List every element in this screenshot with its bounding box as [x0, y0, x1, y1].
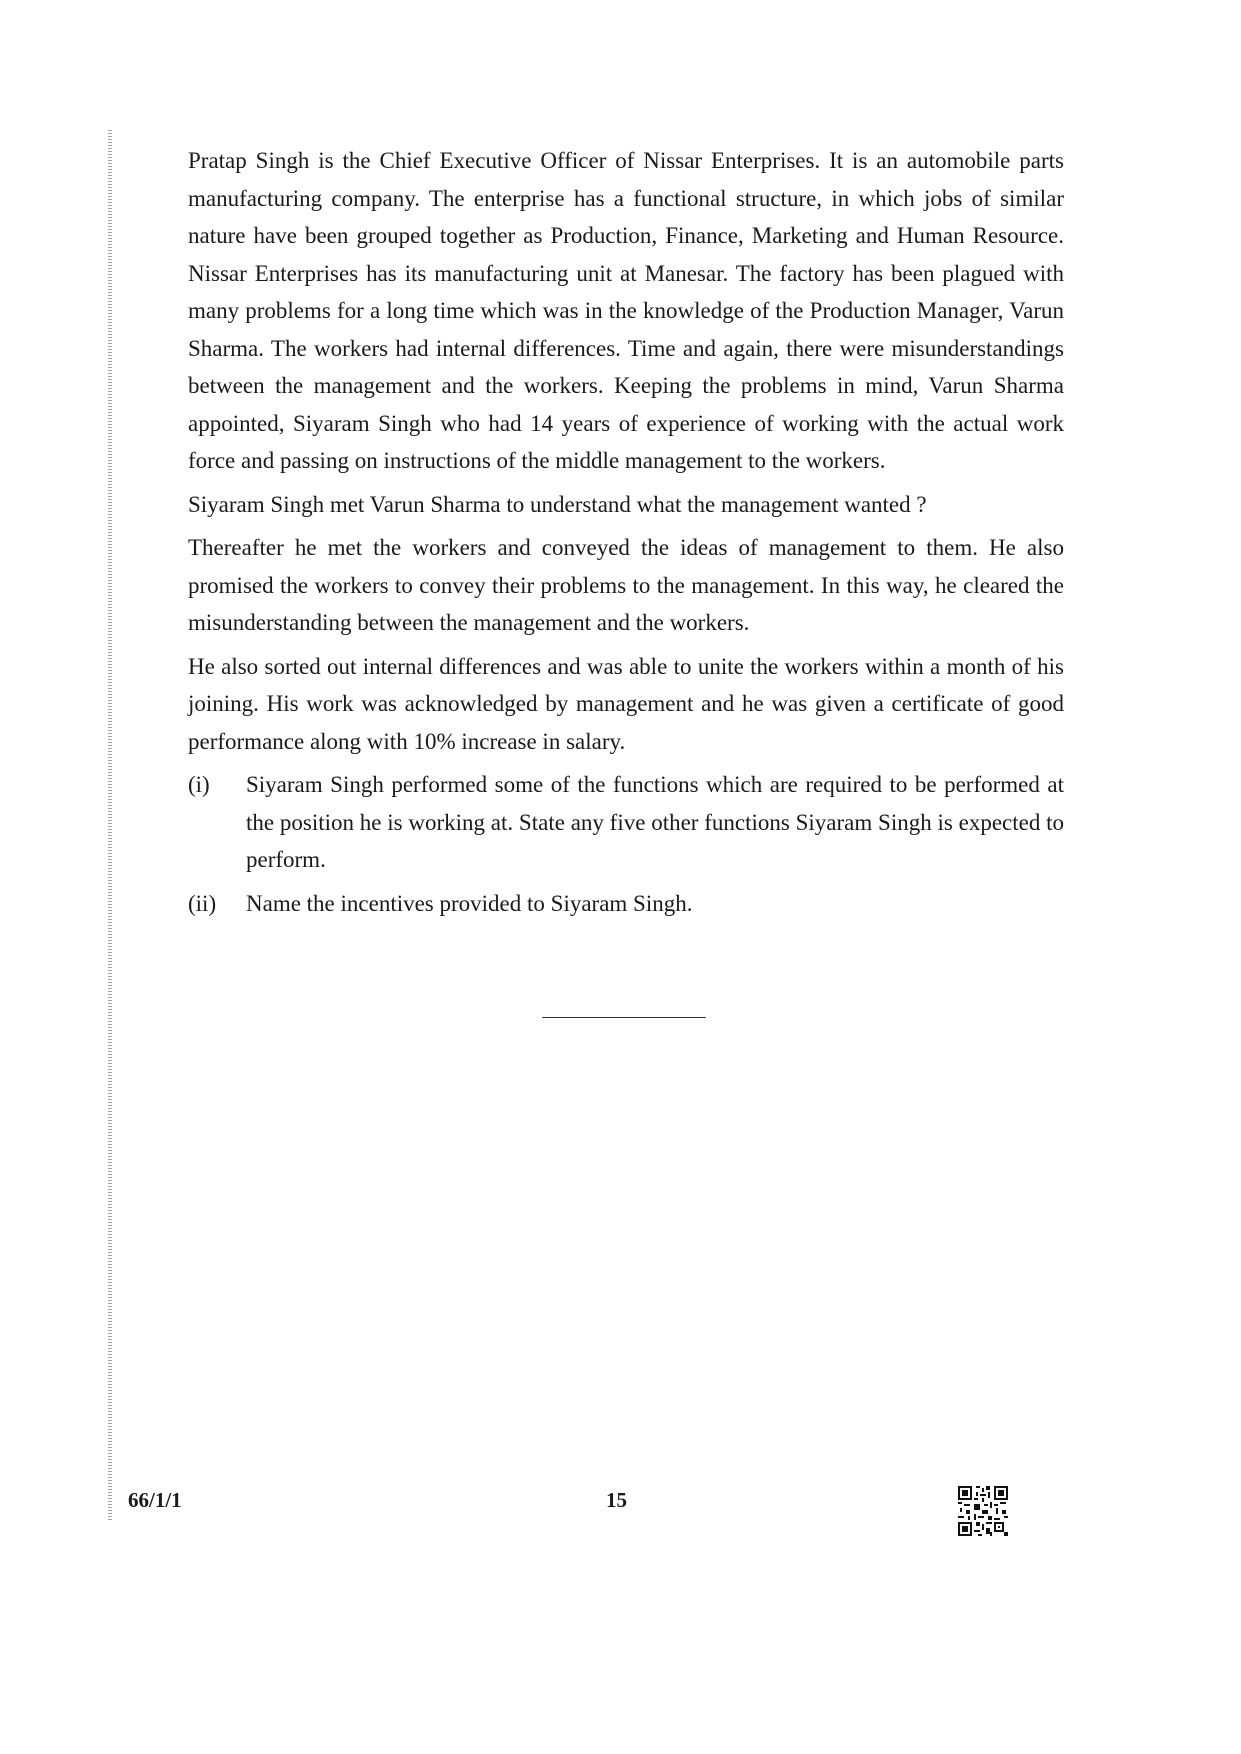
margin-security-strip: [108, 130, 112, 1520]
question-number: (ii): [188, 890, 217, 916]
paragraph-sorted-differences: He also sorted out internal differences and was able to unite the workers within a month of his joining. His work was acknowledged by management and he was given a certificate of good performance along with 10% increase in salary.: [188, 653, 1064, 754]
question-text: Siyaram Singh performed some of the functions which are required to be performed at the position he is working at. State any five other functions Siyaram Singh is expected to perform.: [246, 772, 1064, 872]
paragraph-case-intro: Pratap Singh is the Chief Executive Officer of Nissar Enterprises. It is an automobile parts manufacturing company. The enterprise has a functional structure, in which jobs of similar nature have been grouped together as Production, Finance, Marketing and Human Resource. Nissar Enterprises has its manufacturing unit at Manesar. The factory has been plagued with many problems for a long time which was in the knowledge of the Production Manager, Varun Sharma. The workers had internal differences. Time and again, there were misunderstandings between the management and the workers. Keeping the problems in mind, Varun Sharma appointed, Siyaram Singh who had 14 years of experience of working with the actual work force and passing on instructions of the middle management to the workers.: [188, 148, 1064, 473]
question-text: Name the incentives provided to Siyaram Singh.: [246, 890, 693, 916]
paragraph-conveyed-ideas: Thereafter he met the workers and conveyed the ideas of management to them. He also promised the workers to convey their problems to the management. In this way, he cleared the misunderstanding between the management and the workers.: [188, 535, 1064, 635]
paragraph-meeting: Siyaram Singh met Varun Sharma to understand what the management wanted ?: [188, 491, 927, 517]
qr-code-icon: [958, 1486, 1008, 1536]
document-body: [188, 142, 1064, 928]
question-item: [188, 766, 1064, 879]
end-of-section-rule: [542, 1017, 706, 1018]
paper-code: 66/1/1: [128, 1488, 182, 1512]
question-number: (i): [188, 772, 210, 797]
page-number: 15: [606, 1488, 627, 1512]
question-item: [188, 885, 1064, 923]
